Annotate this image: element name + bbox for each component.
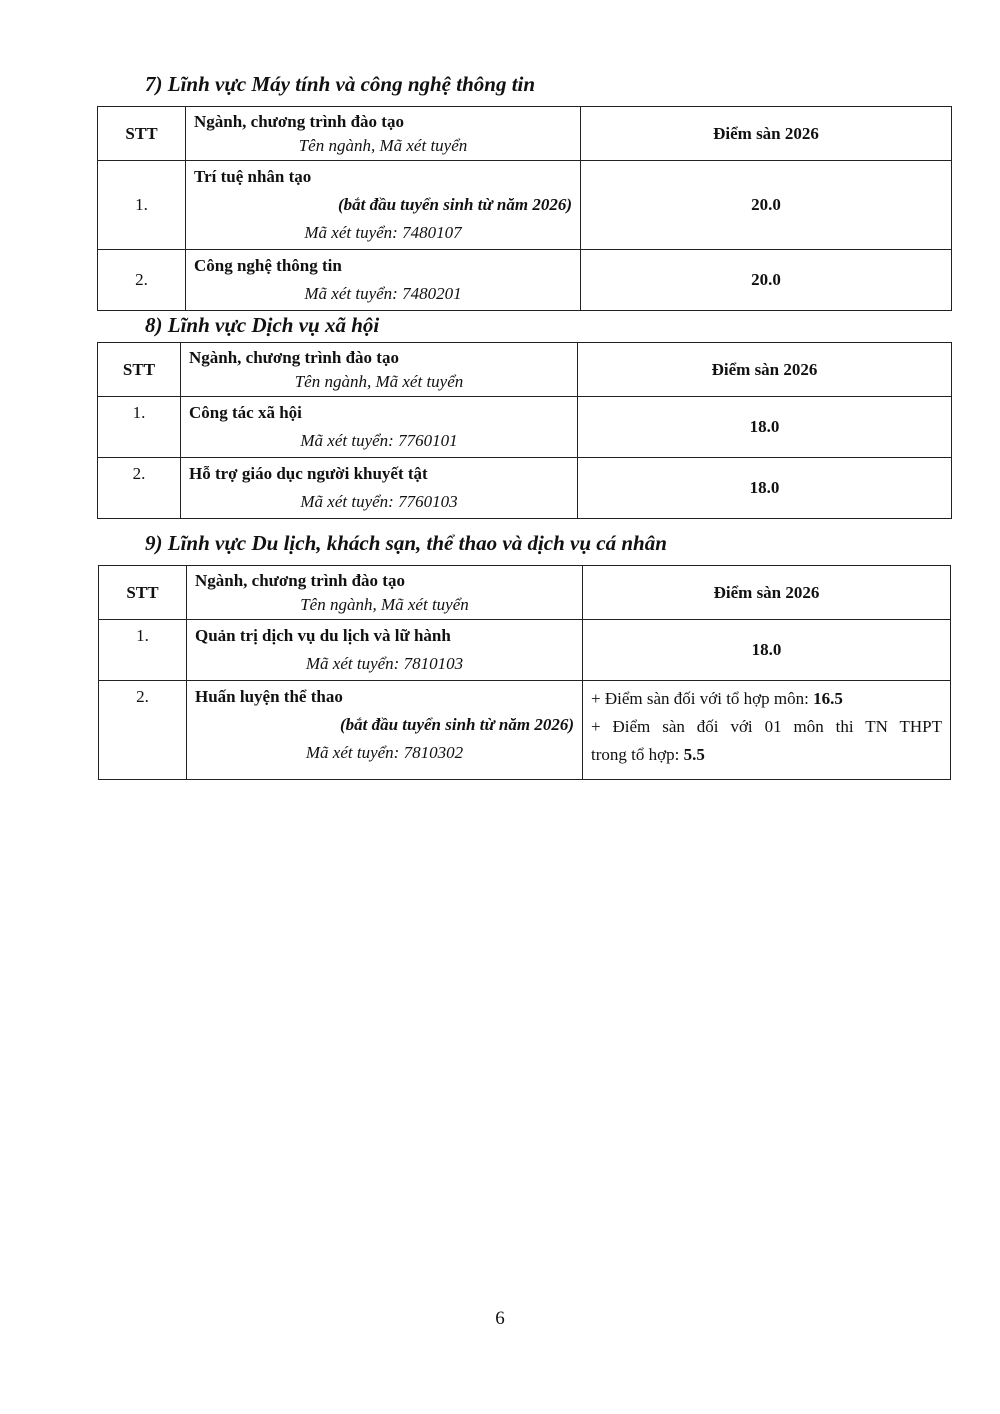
- score-condition-value: 5.5: [683, 745, 705, 764]
- row-score: 18.0: [578, 397, 952, 458]
- header-program-sub: Tên ngành, Mã xét tuyển: [294, 371, 464, 391]
- header-stt: STT: [98, 107, 186, 161]
- score-table: [97, 342, 952, 519]
- row-score: 20.0: [581, 250, 952, 311]
- row-score: 18.0: [583, 620, 951, 681]
- row-stt: 1.: [99, 620, 187, 681]
- program-note: (bắt đầu tuyển sinh từ năm 2026): [337, 195, 572, 214]
- program-code: Mã xét tuyển: 7760101: [300, 431, 458, 450]
- row-stt: 2.: [99, 681, 187, 780]
- table-row: [98, 161, 952, 250]
- header-program-sub: Tên ngành, Mã xét tuyển: [300, 594, 469, 614]
- page-number: 6: [495, 1308, 505, 1329]
- program-code: Mã xét tuyển: 7760103: [300, 492, 458, 511]
- program-name: Huấn luyện thể thao: [195, 687, 343, 706]
- row-program: [181, 397, 578, 458]
- row-program: [181, 458, 578, 519]
- row-stt: 2.: [98, 250, 186, 311]
- row-score: 18.0: [578, 458, 952, 519]
- score-condition-value: 16.5: [813, 689, 843, 708]
- table-row: [98, 397, 952, 458]
- program-code: Mã xét tuyển: 7810103: [305, 654, 464, 673]
- header-stt: STT: [98, 343, 181, 397]
- program-name: Quản trị dịch vụ du lịch và lữ hành: [195, 626, 451, 645]
- table-row: [99, 681, 951, 780]
- row-program: [186, 250, 581, 311]
- row-program: [187, 620, 583, 681]
- row-program: [186, 161, 581, 250]
- program-code: Mã xét tuyển: 7810302: [305, 743, 464, 762]
- section-heading: 8) Lĩnh vực Dịch vụ xã hội: [145, 313, 380, 337]
- row-program: [187, 681, 583, 780]
- section-heading: 7) Lĩnh vực Máy tính và công nghệ thông tin: [145, 72, 536, 96]
- score-condition-text: trong tổ hợp:: [591, 745, 684, 764]
- header-program: [186, 107, 581, 161]
- header-program: [187, 566, 583, 620]
- table-header-row: [99, 566, 951, 620]
- score-condition-line: [591, 741, 942, 769]
- table-row: [98, 250, 952, 311]
- header-score: Điểm sàn 2026: [583, 566, 951, 620]
- row-stt: 1.: [98, 397, 181, 458]
- program-name: Hỗ trợ giáo dục người khuyết tật: [189, 464, 428, 483]
- header-program-title: Ngành, chương trình đào tạo: [189, 347, 399, 367]
- score-condition-text: + Điểm sàn đối với tổ hợp môn:: [591, 689, 814, 708]
- table-row: [98, 458, 952, 519]
- row-score: 20.0: [581, 161, 952, 250]
- program-name: Trí tuệ nhân tạo: [194, 167, 312, 186]
- program-code: Mã xét tuyển: 7480201: [304, 284, 462, 303]
- score-table: [98, 565, 951, 780]
- row-stt: 2.: [98, 458, 181, 519]
- row-score-conditions: [583, 681, 951, 780]
- header-program: [181, 343, 578, 397]
- score-table: [97, 106, 952, 311]
- section-heading: 9) Lĩnh vực Du lịch, khách sạn, thể thao và dịch vụ cá nhân: [145, 531, 667, 555]
- header-program-title: Ngành, chương trình đào tạo: [194, 111, 404, 131]
- table-header-row: [98, 343, 952, 397]
- score-condition-line: + Điểm sàn đối với 01 môn thi TN THPT: [591, 717, 942, 736]
- program-name: Công nghệ thông tin: [194, 256, 342, 275]
- table-header-row: [98, 107, 952, 161]
- score-condition-line: [591, 685, 942, 713]
- table-row: [99, 620, 951, 681]
- header-program-title: Ngành, chương trình đào tạo: [195, 570, 405, 590]
- header-program-sub: Tên ngành, Mã xét tuyển: [298, 135, 468, 155]
- header-score: Điểm sàn 2026: [581, 107, 952, 161]
- program-note: (bắt đầu tuyển sinh từ năm 2026): [339, 715, 574, 734]
- row-stt: 1.: [98, 161, 186, 250]
- header-stt: STT: [99, 566, 187, 620]
- header-score: Điểm sàn 2026: [578, 343, 952, 397]
- program-code: Mã xét tuyển: 7480107: [304, 223, 462, 242]
- program-name: Công tác xã hội: [189, 403, 302, 422]
